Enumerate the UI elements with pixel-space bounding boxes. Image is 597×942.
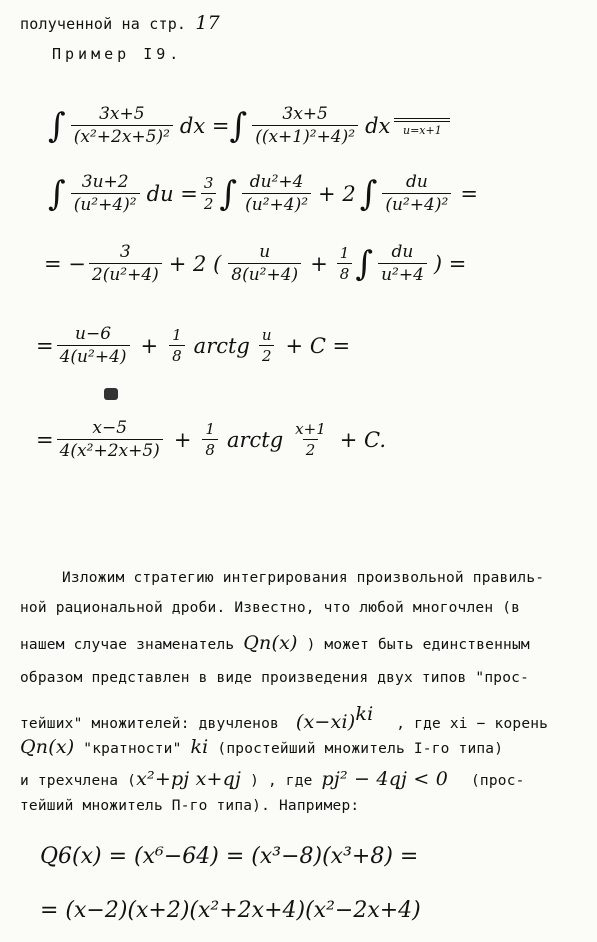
substitution-note: u=x+1 (394, 115, 450, 137)
eq-text: = (36, 333, 54, 358)
math-inline: pj² − 4qj < 0 (321, 768, 449, 790)
paragraph-line: и трехчлена (x²+pj x+qj ) , где pj² − 4qj < 0 (прос- (20, 768, 525, 790)
fraction: $\frac{\text{du²+4}}{\text{(u²+4)²}}$ (242, 172, 311, 215)
eq-text: dx = (179, 113, 230, 138)
header-text: полученной на стр. (20, 15, 187, 33)
integral-sign: ∫ (229, 105, 248, 146)
math-inline: (x−xi) (295, 711, 356, 733)
eq-text: = (460, 181, 478, 206)
eq-text: + (310, 251, 328, 276)
eq-text: + C = (285, 333, 351, 358)
eq-text: ) = (433, 251, 467, 276)
fraction: $\frac{u}{\text{8(u²+4)}}$ (228, 242, 301, 285)
math-inline: ki (190, 736, 209, 758)
eq-text: + (140, 333, 159, 358)
math-inline: Qn(x) (20, 736, 75, 758)
eq-text: arctg (193, 333, 250, 358)
equation-1 (48, 104, 450, 147)
header-line (20, 12, 220, 34)
fraction: $\frac{1}{8}$ (337, 244, 353, 283)
paragraph-line: Qn(x) "кратности" ki (простейший множитель I-го типа) (20, 736, 504, 758)
equation-5 (36, 418, 386, 461)
equation-7: = (x−2)(x+2)(x²+2x+4)(x²−2x+4) (40, 898, 421, 923)
fraction: $\frac{3}{\text{2(u²+4)}}$ (89, 242, 162, 285)
fraction: $\frac{3}{2}$ (201, 174, 217, 213)
example-title: Пример I9. (52, 45, 183, 63)
paragraph-line: тейший множитель П-го типа). Например: (20, 798, 360, 814)
fraction: $\frac{du}{\text{u²+4}}$ (378, 242, 427, 285)
eq-text: du = (146, 181, 198, 206)
eq-text: + 2 (318, 181, 356, 206)
integral-sign: ∫ (359, 173, 378, 214)
eq-text: = − (44, 251, 86, 276)
integral-sign: ∫ (219, 173, 238, 214)
integral-sign: ∫ (48, 173, 66, 214)
eq-text: dx (365, 113, 391, 138)
eq-text: + C. (339, 427, 387, 452)
equation-2 (48, 172, 478, 215)
math-inline: x²+pj x+qj (136, 768, 242, 790)
fraction: $\frac{3x+5}{\text{(x²+2x+5)²}}$ (71, 104, 173, 147)
integral-sign: ∫ (48, 105, 66, 146)
ink-blot (104, 388, 118, 400)
equation-6: Q6(x) = (x⁶−64) = (x³−8)(x³+8) = (40, 844, 419, 869)
integral-sign: ∫ (355, 243, 374, 284)
eq-text: = (36, 427, 54, 452)
paragraph-line: Изложим стратегию интегрирования произвольной правиль- (62, 570, 545, 586)
fraction: $\frac{1}{8}$ (169, 326, 185, 365)
fraction: $\frac{3x+5}{\text{((x+1)²+4)²}}$ (252, 104, 358, 147)
paragraph-line: тейших" множителей: двучленов (x−xi)ki , где xi − корень (20, 703, 549, 733)
paragraph-line: нашем случае знаменатель Qn(x) ) может быть единственным (20, 632, 530, 654)
eq-text: arctg (226, 427, 284, 452)
fraction: $\frac{3u+2}{\text{(u²+4)²}}$ (71, 172, 140, 215)
fraction: $\frac{du}{\text{(u²+4)²}}$ (382, 172, 451, 215)
fraction: $\frac{u}{2}$ (259, 326, 275, 365)
math-inline: ki (355, 703, 374, 725)
page-reference: 17 (195, 12, 220, 34)
math-inline: Qn(x) (243, 632, 298, 654)
paragraph-line: образом представлен в виде произведения двух типов "прос- (20, 670, 529, 686)
fraction: $\frac{x+1}{2}$ (295, 420, 326, 459)
fraction: $\frac{1}{8}$ (202, 420, 218, 459)
equation-4 (36, 324, 350, 367)
eq-text: + (173, 427, 192, 452)
equation-3 (44, 242, 466, 285)
paragraph-line: ной рациональной дроби. Известно, что любой многочлен (в (20, 600, 521, 616)
fraction: $\frac{u-6}{\text{4(u²+4)}}$ (57, 324, 130, 367)
eq-text: + 2 ( (168, 251, 222, 276)
fraction: $\frac{x-5}{\text{4(x²+2x+5)}}$ (57, 418, 163, 461)
